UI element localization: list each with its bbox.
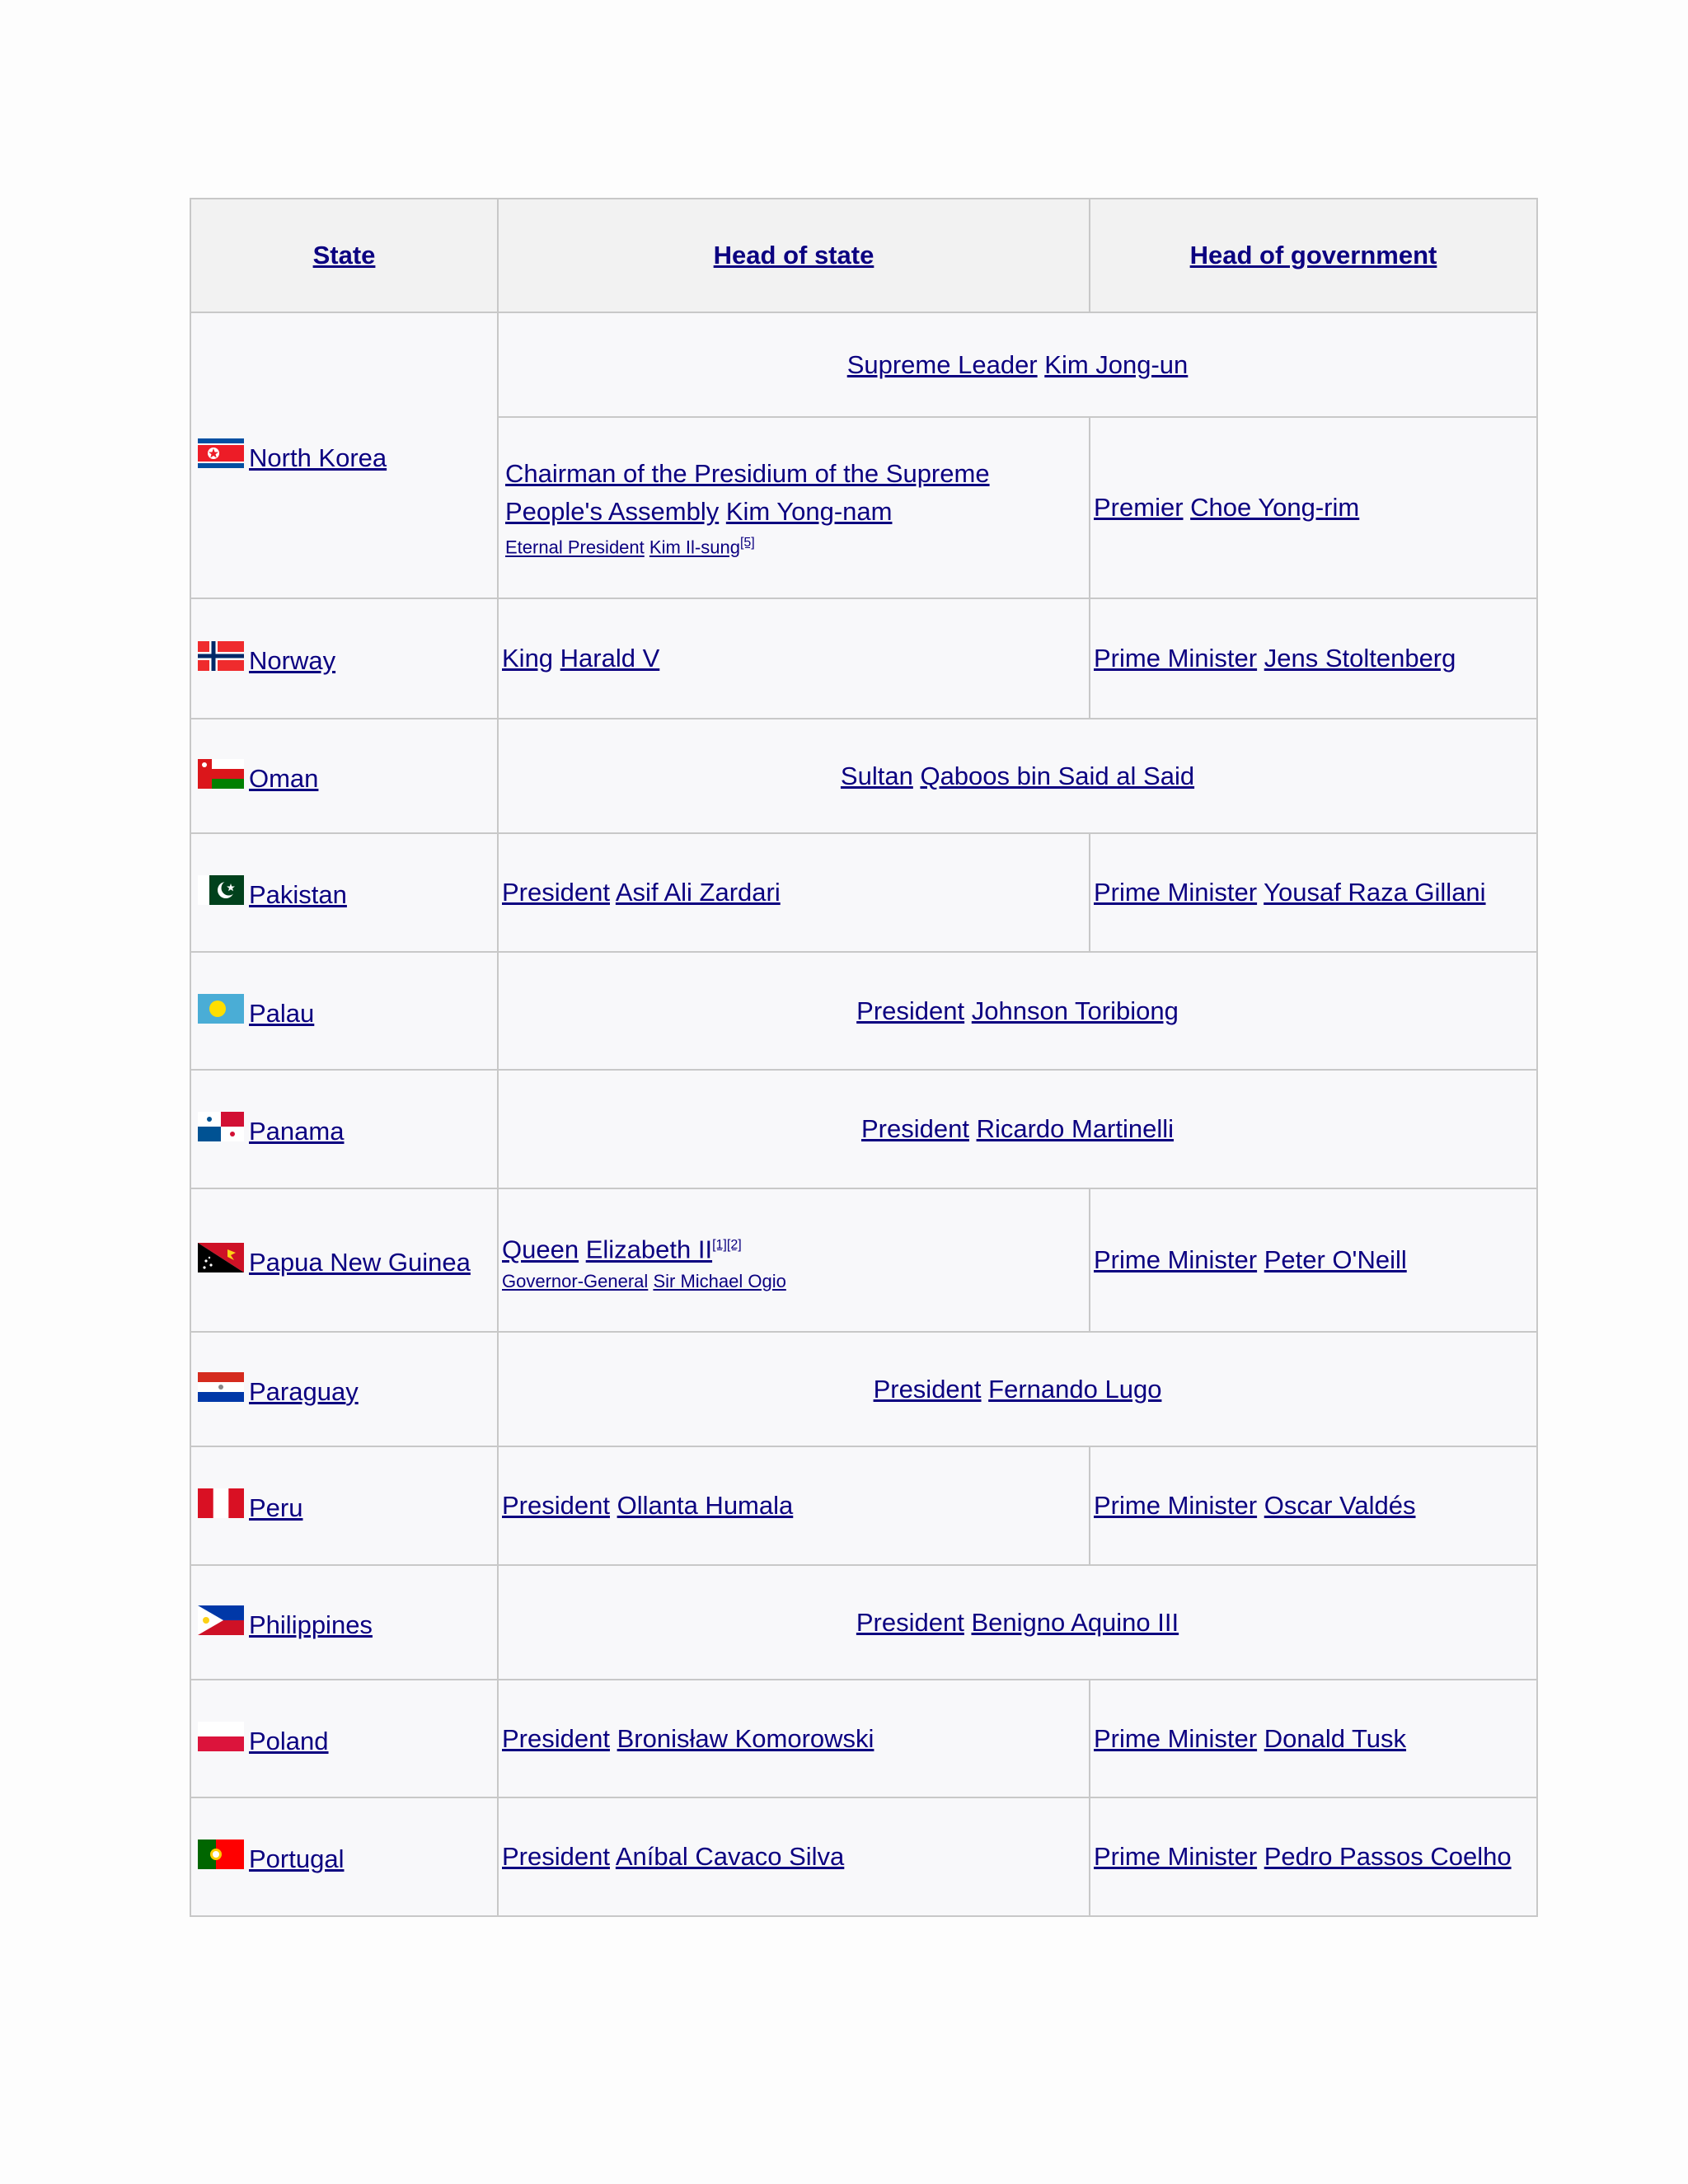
head-of-government-cell — [1090, 833, 1537, 952]
head-of-government-cell — [1090, 598, 1537, 719]
person-link[interactable]: Pedro Passos Coelho — [1264, 1842, 1512, 1871]
peru-flag-icon — [198, 1488, 244, 1518]
shared-head-cell — [498, 312, 1537, 417]
head-of-government-cell — [1090, 1446, 1537, 1565]
title-link[interactable]: Sultan — [840, 761, 913, 790]
state-cell — [190, 719, 498, 833]
head-of-government-header-link[interactable]: Head of government — [1189, 241, 1437, 269]
title-link[interactable]: President — [856, 1607, 964, 1637]
state-link[interactable]: Poland — [249, 1726, 329, 1755]
title-link[interactable]: President — [502, 1491, 610, 1520]
shared-head-cell — [498, 1070, 1537, 1188]
state-link[interactable]: Pakistan — [249, 880, 347, 909]
title-link[interactable]: Premier — [1094, 493, 1184, 522]
person-link[interactable]: Fernando Lugo — [988, 1374, 1162, 1404]
table-row — [190, 952, 1537, 1070]
reference-link[interactable]: [5] — [739, 536, 755, 551]
title-link[interactable]: Prime Minister — [1094, 1245, 1258, 1274]
state-cell — [190, 1188, 498, 1332]
head-of-state-cell — [498, 1188, 1090, 1332]
shared-head-cell — [498, 719, 1537, 833]
sub-person-link[interactable]: Sir Michael Ogio — [653, 1270, 786, 1291]
papua-new-guinea-flag-icon — [198, 1243, 244, 1272]
head-of-state-cell — [498, 598, 1090, 719]
state-cell — [190, 1565, 498, 1680]
title-link[interactable]: President — [856, 996, 965, 1025]
person-link[interactable]: Oscar Valdés — [1264, 1491, 1416, 1520]
person-link[interactable]: Ricardo Martinelli — [976, 1114, 1175, 1143]
person-link[interactable]: Ollanta Humala — [617, 1491, 794, 1520]
state-cell — [190, 1797, 498, 1916]
table-row — [190, 719, 1537, 833]
state-cell — [190, 312, 498, 598]
table-row — [190, 1446, 1537, 1565]
person-link[interactable]: Benigno Aquino III — [971, 1607, 1179, 1637]
state-cell — [190, 833, 498, 952]
person-link[interactable]: Jens Stoltenberg — [1264, 644, 1456, 673]
head-of-government-cell — [1090, 1797, 1537, 1916]
title-link[interactable]: Prime Minister — [1094, 1842, 1258, 1871]
state-link[interactable]: Philippines — [249, 1610, 373, 1639]
state-link[interactable]: Paraguay — [249, 1376, 359, 1406]
title-link[interactable]: Chairman of the Presidium of the Supreme — [505, 459, 990, 489]
title-link[interactable]: Prime Minister — [1094, 878, 1258, 907]
title-link[interactable]: President — [502, 1842, 610, 1871]
oman-flag-icon — [198, 759, 244, 789]
poland-flag-icon — [198, 1722, 244, 1751]
table-row — [190, 1188, 1537, 1332]
table-row — [190, 598, 1537, 719]
header-head-of-government — [1090, 199, 1537, 312]
panama-flag-icon — [198, 1112, 244, 1141]
person-link[interactable]: Yousaf Raza Gillani — [1264, 878, 1486, 907]
table-row — [190, 1332, 1537, 1446]
header-row — [190, 199, 1537, 312]
state-header-link[interactable]: State — [312, 241, 376, 269]
reference-link[interactable]: [1][2] — [712, 1238, 742, 1253]
state-cell — [190, 1332, 498, 1446]
table-row — [190, 312, 1537, 417]
person-link[interactable]: Harald V — [560, 644, 660, 673]
person-link[interactable]: Aníbal Cavaco Silva — [615, 1842, 845, 1871]
state-link[interactable]: North Korea — [249, 443, 387, 472]
table-row — [190, 833, 1537, 952]
title-link[interactable]: Queen — [502, 1235, 579, 1264]
state-link[interactable]: Papua New Guinea — [249, 1248, 471, 1277]
state-link[interactable]: Panama — [249, 1117, 345, 1146]
title-link[interactable]: Prime Minister — [1094, 644, 1258, 673]
north-korea-flag-icon — [198, 438, 244, 468]
head-of-state-cell — [498, 1797, 1090, 1916]
head-of-state-cell — [498, 417, 1090, 598]
header-head-of-state — [498, 199, 1090, 312]
person-link[interactable]: Choe Yong-rim — [1190, 493, 1360, 522]
state-link[interactable]: Peru — [249, 1493, 303, 1522]
table-row — [190, 1680, 1537, 1797]
title-link[interactable]: President — [502, 878, 610, 907]
state-cell — [190, 1680, 498, 1797]
table-row — [190, 1070, 1537, 1188]
sub-title-link[interactable]: Governor-General — [502, 1270, 649, 1291]
person-link[interactable]: Kim Yong-nam — [725, 497, 893, 527]
table-row — [190, 1565, 1537, 1680]
pakistan-flag-icon — [198, 875, 244, 905]
sub-title-link[interactable]: Eternal President — [505, 537, 645, 558]
philippines-flag-icon — [198, 1605, 244, 1635]
state-link[interactable]: Norway — [249, 646, 336, 675]
shared-head-cell — [498, 952, 1537, 1070]
person-link[interactable]: Peter O'Neill — [1264, 1245, 1407, 1274]
state-cell — [190, 598, 498, 719]
title-link[interactable]: Supreme Leader — [846, 349, 1038, 379]
header-state — [190, 199, 498, 312]
state-link[interactable]: Palau — [249, 998, 315, 1028]
person-link[interactable]: Asif Ali Zardari — [615, 878, 781, 907]
portugal-flag-icon — [198, 1840, 244, 1869]
state-cell — [190, 1446, 498, 1565]
heads-of-state-table — [190, 198, 1538, 1917]
state-cell — [190, 952, 498, 1070]
title-link[interactable]: Prime Minister — [1094, 1491, 1258, 1520]
state-link[interactable]: Portugal — [249, 1844, 345, 1873]
person-link[interactable]: Johnson Toribiong — [971, 996, 1179, 1025]
title-link[interactable]: President — [873, 1374, 982, 1404]
person-link[interactable]: Bronisław Komorowski — [617, 1723, 874, 1753]
shared-head-cell — [498, 1332, 1537, 1446]
person-link[interactable]: Elizabeth II — [585, 1235, 713, 1264]
palau-flag-icon — [198, 994, 244, 1024]
shared-head-cell — [498, 1565, 1537, 1680]
head-of-state-cell — [498, 1680, 1090, 1797]
table-row — [190, 1797, 1537, 1916]
paraguay-flag-icon — [198, 1372, 244, 1402]
head-of-government-cell — [1090, 1680, 1537, 1797]
title-link[interactable]: President — [860, 1114, 969, 1143]
title-link[interactable]: King — [502, 644, 554, 673]
head-of-state-header-link[interactable]: Head of state — [713, 241, 874, 269]
norway-flag-icon — [198, 641, 244, 671]
state-link[interactable]: Oman — [249, 763, 319, 793]
sub-person-link[interactable]: Kim Il-sung — [649, 537, 740, 558]
title-link-continued[interactable]: People's Assembly — [505, 497, 720, 527]
person-link[interactable]: Donald Tusk — [1264, 1723, 1407, 1753]
state-cell — [190, 1070, 498, 1188]
person-link[interactable]: Qaboos bin Said al Said — [920, 761, 1195, 790]
title-link[interactable]: President — [502, 1723, 610, 1753]
head-of-state-cell — [498, 833, 1090, 952]
person-link[interactable]: Kim Jong-un — [1044, 349, 1189, 379]
head-of-government-cell — [1090, 417, 1537, 598]
head-of-government-cell — [1090, 1188, 1537, 1332]
head-of-state-cell — [498, 1446, 1090, 1565]
title-link[interactable]: Prime Minister — [1094, 1723, 1258, 1753]
